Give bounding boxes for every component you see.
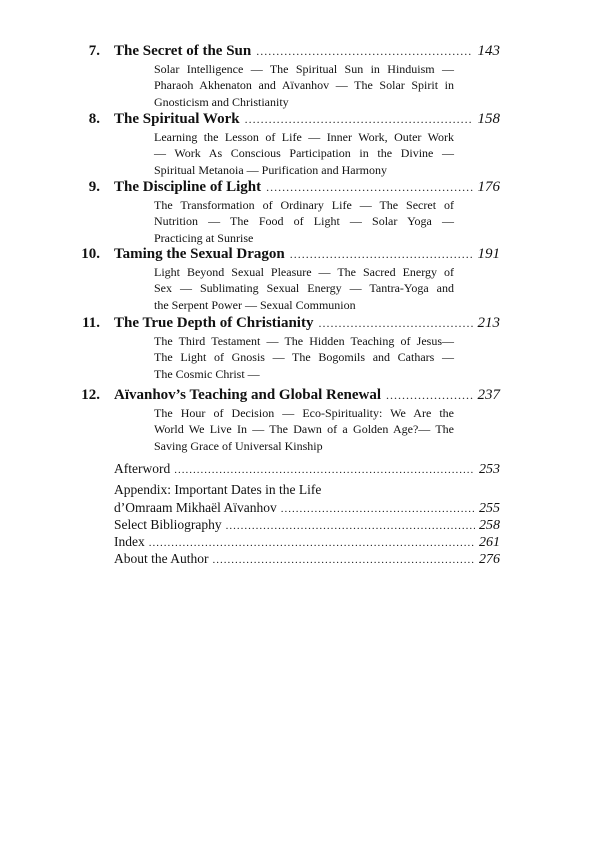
appendix-entry-line1: [114, 481, 500, 498]
page-number: 253: [479, 462, 500, 477]
chapter-title-line: [114, 314, 500, 332]
dot-leader: [266, 178, 472, 196]
chapter-description: [154, 264, 454, 313]
appendix-entry-line2: [114, 499, 500, 516]
back-matter: [114, 460, 500, 568]
dot-leader: [245, 110, 473, 128]
chapter-number: 7.: [88, 43, 100, 59]
dot-leader: [281, 501, 475, 518]
description-line: The Transformation of Ordinary Life — The Secret of: [154, 198, 454, 212]
chapter-title-line: [114, 42, 500, 60]
description-line: Spiritual Metanoia — Purification and Harmony: [154, 162, 387, 177]
chapter-number: 10.: [81, 246, 100, 262]
chapter-title: The Discipline of Light: [114, 179, 262, 195]
chapter-description: [154, 129, 454, 178]
chapter-number: 8.: [88, 111, 100, 127]
index-entry: [114, 533, 500, 550]
description-line: The Third Testament — The Hidden Teaching of Jesus—: [154, 334, 454, 348]
description-line: Gnosticism and Christianity: [154, 94, 289, 109]
entry-title: Afterword: [114, 461, 171, 476]
chapter-number: 11.: [82, 315, 100, 331]
chapter-number: 9.: [88, 179, 100, 195]
dot-leader: [213, 552, 476, 569]
entry-title: Index: [114, 534, 145, 550]
page-number: 143: [477, 43, 500, 59]
description-line: The Hour of Decision — Eco-Spirituality: We Are the: [154, 406, 454, 420]
entry-title: About the Author: [114, 551, 209, 567]
dot-leader: [256, 42, 472, 60]
entry-title: d’Omraam Mikhaël Aïvanhov: [114, 499, 277, 515]
chapter-description: [154, 61, 454, 110]
description-line: The Cosmic Christ —: [154, 366, 260, 381]
dot-leader: [318, 314, 472, 332]
page-number: 191: [477, 246, 500, 262]
page-number: 213: [477, 315, 500, 331]
page-number: 255: [479, 500, 500, 516]
description-line: Saving Grace of Universal Kinship: [154, 438, 323, 453]
page-number: 276: [479, 552, 500, 568]
page-number: 237: [477, 387, 500, 403]
entry-title: Select Bibliography: [114, 516, 222, 532]
chapter-number: 12.: [81, 387, 100, 403]
chapter-title: Taming the Sexual Dragon: [114, 246, 285, 262]
description-line: the Serpent Power — Sexual Communion: [154, 297, 356, 312]
chapter-description: [154, 197, 454, 246]
dot-leader: [386, 386, 472, 404]
about-author-entry: [114, 550, 500, 567]
chapter-title-line: [114, 178, 500, 196]
description-line: Solar Intelligence — The Spiritual Sun in Hinduism —: [154, 62, 454, 76]
description-line: Practicing at Sunrise: [154, 230, 254, 245]
page-number: 176: [477, 179, 500, 195]
description-line: World We Live In — The Dawn of a Golden Age?— The: [154, 422, 454, 437]
description-line: Learning the Lesson of Life — Inner Work, Outer Work: [154, 130, 454, 144]
chapter-title-line: [114, 245, 500, 263]
page-number: 261: [479, 535, 500, 551]
chapter-description: [154, 333, 454, 382]
chapter-title: The True Depth of Christianity: [114, 315, 314, 331]
description-line: The Light of Gnosis — The Bogomils and Cathars —: [154, 350, 454, 365]
chapter-title-line: [114, 386, 500, 404]
dot-leader: [290, 245, 473, 263]
afterword-entry: [114, 460, 500, 477]
chapter-title: The Spiritual Work: [114, 111, 240, 127]
page-number: 158: [477, 111, 500, 127]
dot-leader: [174, 462, 475, 479]
dot-leader: [226, 518, 475, 535]
chapter-title-line: [114, 110, 500, 128]
description-line: — Work As Conscious Participation in the Divine —: [154, 146, 454, 161]
page-number: 258: [479, 517, 500, 533]
description-line: Light Beyond Sexual Pleasure — The Sacred Energy of: [154, 265, 454, 279]
entry-title: Appendix: Important Dates in the Life: [114, 482, 322, 498]
chapter-title: The Secret of the Sun: [114, 43, 252, 59]
chapter-description: [154, 405, 454, 454]
bibliography-entry: [114, 516, 500, 533]
description-line: Nutrition — The Food of Light — Solar Yoga —: [154, 214, 454, 229]
chapter-title: Aïvanhov’s Teaching and Global Renewal: [114, 387, 382, 403]
description-line: Sex — Sublimating Sexual Energy — Tantra-Yoga and: [154, 281, 454, 296]
description-line: Pharaoh Akhenaton and Aïvanhov — The Solar Spirit in: [154, 78, 454, 93]
